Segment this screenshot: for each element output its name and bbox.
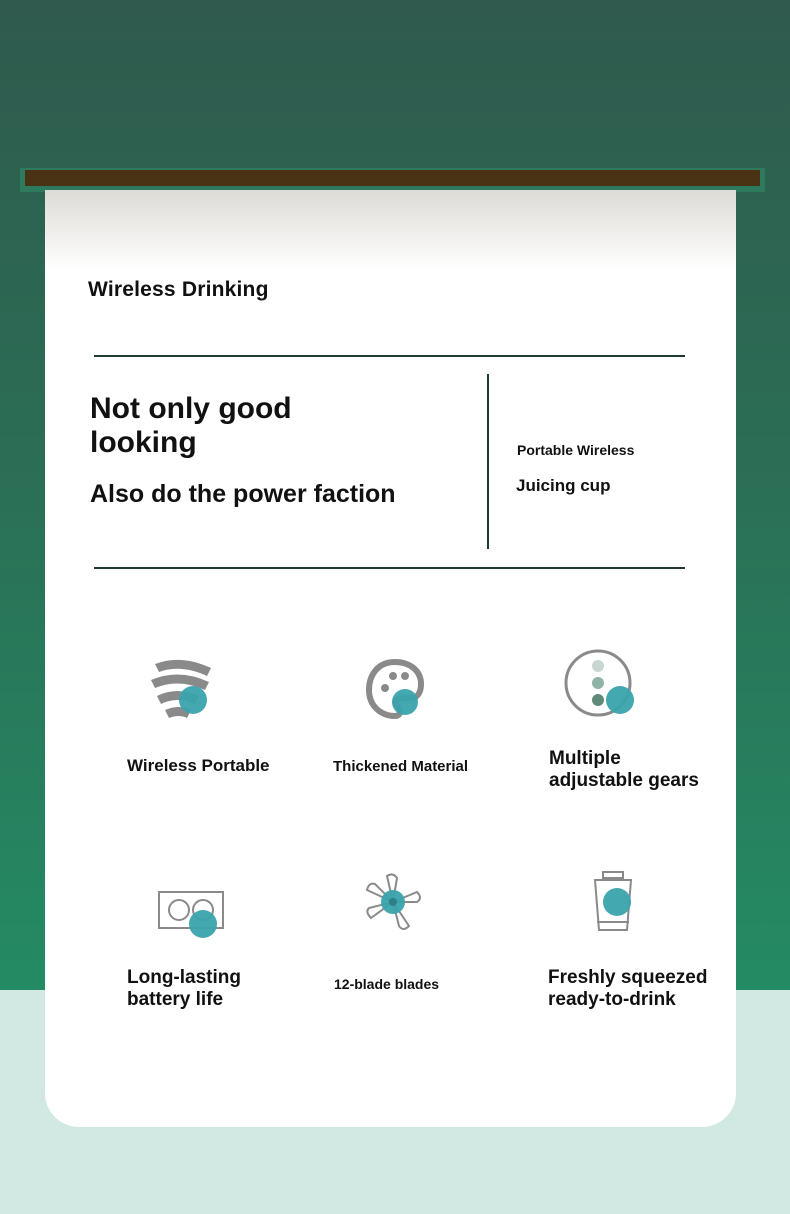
feature-material-label: Thickened Material	[333, 758, 469, 775]
wireless-icon	[147, 656, 219, 724]
subhead: Also do the power faction	[90, 480, 396, 508]
feature-gears-label-1: Multiple	[549, 748, 621, 769]
feature-wireless-label: Wireless Portable	[127, 756, 270, 775]
blades-icon	[361, 870, 425, 934]
divider-top	[94, 355, 685, 357]
top-rail-bar	[25, 170, 760, 186]
feature-cup-label	[548, 967, 707, 1011]
feature-blades-label: 12-blade blades	[334, 976, 440, 992]
feature-battery-label-2: battery life	[127, 989, 224, 1010]
side-line-2: Juicing cup	[516, 476, 611, 495]
divider-bottom	[94, 567, 685, 569]
gears-icon	[563, 648, 639, 718]
headline: Not only good looking	[90, 392, 292, 459]
feature-gears-label	[549, 748, 699, 792]
feature-cup-label-2: ready-to-drink	[548, 989, 676, 1010]
side-line-1: Portable Wireless	[517, 442, 635, 458]
info-card	[45, 190, 736, 1127]
card-shadow	[45, 190, 736, 270]
feature-cup-label-1: Freshly squeezed	[548, 967, 708, 988]
vertical-divider	[487, 374, 489, 549]
cup-icon	[591, 870, 635, 936]
feature-battery-label	[127, 967, 241, 1011]
feature-gears-label-2: adjustable gears	[549, 770, 699, 791]
battery-icon	[157, 888, 229, 942]
palette-icon	[365, 658, 425, 722]
feature-battery-label-1: Long-lasting	[127, 967, 241, 988]
header-label: Wireless Drinking	[88, 278, 269, 301]
